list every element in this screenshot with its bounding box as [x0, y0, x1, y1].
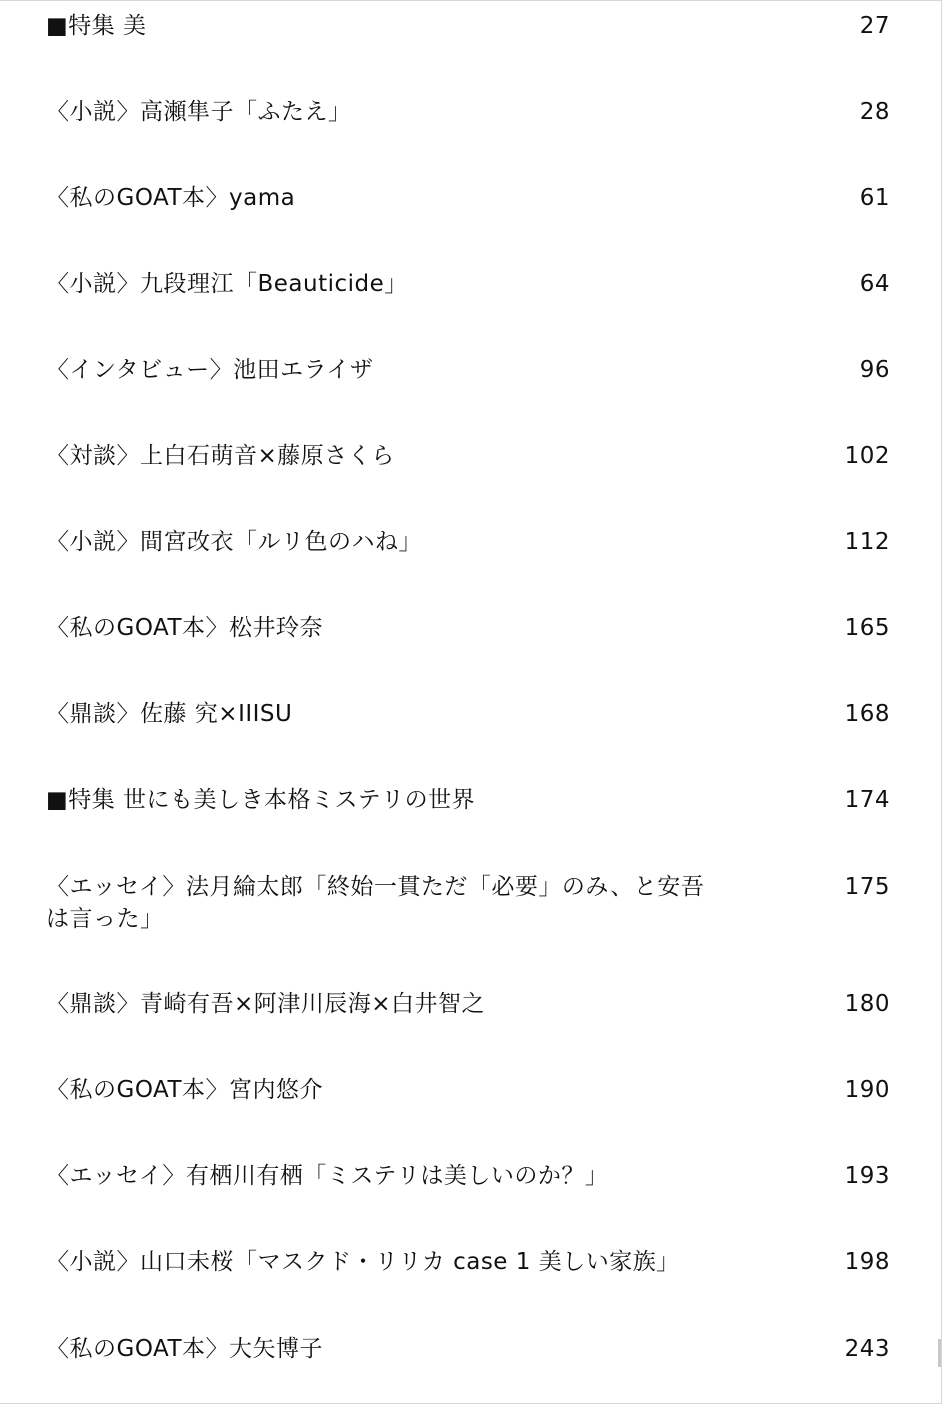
toc-entry-page: 198	[844, 1249, 890, 1275]
toc-entry-title: 〈私のGOAT本〉松井玲奈	[46, 615, 324, 641]
toc-entry-title: 〈鼎談〉青崎有吾×阿津川辰海×白井智之	[46, 991, 486, 1017]
scroll-edge-marker	[938, 1339, 941, 1367]
toc-entry-title: 〈エッセイ〉有栖川有栖「ミステリは美しいのか？」	[46, 1163, 609, 1189]
toc-entry-title: 〈小説〉間宮改衣「ルリ色のハね」	[46, 529, 422, 555]
toc-entry-page: 190	[844, 1077, 890, 1103]
toc-entry-title: 〈私のGOAT本〉yama	[46, 185, 296, 211]
toc-entry-page: 28	[859, 99, 890, 125]
toc-entry-title: 〈私のGOAT本〉大矢博子	[46, 1336, 324, 1362]
toc-entry-page: 174	[844, 787, 890, 813]
toc-entry-title: ■特集 世にも美しき本格ミステリの世界	[46, 787, 476, 813]
toc-entry-title: 〈小説〉高瀬隼子「ふたえ」	[46, 99, 352, 125]
toc-entry-page: 193	[844, 1163, 890, 1189]
toc-entry-title: 〈エッセイ〉法月綸太郎「終始一貫ただ「必要」のみ、と安吾は言った」	[46, 874, 705, 932]
toc-entry-title: 〈私のGOAT本〉宮内悠介	[46, 1077, 324, 1103]
toc-entry-page: 165	[844, 615, 890, 641]
toc-entry-title: 〈小説〉九段理江「Beauticide」	[46, 271, 408, 297]
table-of-contents	[0, 1, 942, 1405]
toc-entry-page: 175	[844, 874, 890, 900]
toc-entry-page: 61	[859, 185, 890, 211]
toc-entry-page: 168	[844, 701, 890, 727]
toc-entry-page: 180	[844, 991, 890, 1017]
toc-entry-title: 〈鼎談〉佐藤 究×IIISU	[46, 701, 293, 727]
toc-entry-page: 64	[859, 271, 890, 297]
toc-entry-title: 〈対談〉上白石萌音×藤原さくら	[46, 443, 395, 469]
toc-entry-page: 112	[844, 529, 890, 555]
toc-entry-page: 27	[859, 13, 890, 39]
toc-entry-page: 96	[859, 357, 890, 383]
toc-entry-page: 243	[844, 1336, 890, 1362]
toc-entry-title: ■特集 美	[46, 13, 147, 39]
toc-entry-title: 〈インタビュー〉池田エライザ	[46, 357, 374, 383]
toc-entry-page: 102	[844, 443, 890, 469]
toc-entry-title: 〈小説〉山口未桜「マスクド・リリカ case 1 美しい家族」	[46, 1249, 680, 1275]
